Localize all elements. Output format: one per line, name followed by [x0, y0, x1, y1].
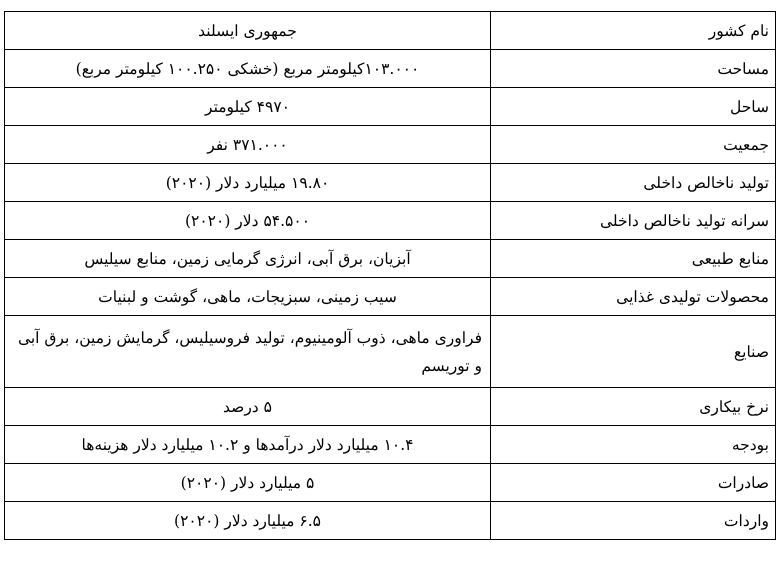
row-label: مساحت [491, 50, 776, 88]
row-label: نام کشور [491, 12, 776, 50]
table-row [5, 388, 776, 426]
row-label: بودجه [491, 426, 776, 464]
row-value: ۶.۵ میلیارد دلار (۲۰۲۰) [5, 502, 491, 540]
row-value: جمهوری ایسلند [5, 12, 491, 50]
table-row [5, 502, 776, 540]
table-row [5, 240, 776, 278]
table-row [5, 126, 776, 164]
table-row [5, 202, 776, 240]
row-value: ۱۹.۸۰ میلیارد دلار (۲۰۲۰) [5, 164, 491, 202]
table-row [5, 278, 776, 316]
row-value: سیب زمینی، سبزیجات، ماهی، گوشت و لبنیات [5, 278, 491, 316]
row-value: ۱۰۳.۰۰۰کیلومتر مربع (خشکی ۱۰۰.۲۵۰ کیلومتر مربع) [5, 50, 491, 88]
table-row [5, 464, 776, 502]
row-value: آبزیان، برق آبی، انرژی گرمایی زمین، منابع سیلیس [5, 240, 491, 278]
table-row [5, 50, 776, 88]
table-row [5, 12, 776, 50]
row-label: صادرات [491, 464, 776, 502]
row-label: صنایع [491, 316, 776, 388]
row-label: جمعیت [491, 126, 776, 164]
row-value: فراوری ماهی، ذوب آلومینیوم، تولید فروسیلیس، گرمایش زمین، برق آبی و توریسم [5, 316, 491, 388]
row-label: محصولات تولیدی غذایی [491, 278, 776, 316]
row-label: واردات [491, 502, 776, 540]
row-value: ۵۴.۵۰۰ دلار (۲۰۲۰) [5, 202, 491, 240]
row-label: نرخ بیکاری [491, 388, 776, 426]
row-value: ۵ میلیارد دلار (۲۰۲۰) [5, 464, 491, 502]
row-label: منابع طبیعی [491, 240, 776, 278]
country-info-table [4, 11, 776, 540]
table-row [5, 164, 776, 202]
table-row [5, 426, 776, 464]
table-row [5, 88, 776, 126]
row-label: ساحل [491, 88, 776, 126]
row-value: ۴۹۷۰ کیلومتر [5, 88, 491, 126]
row-value: ۱۰.۴ میلیارد دلار درآمدها و ۱۰.۲ میلیارد دلار هزینه‌ها [5, 426, 491, 464]
row-value: ۳۷۱.۰۰۰ نفر [5, 126, 491, 164]
row-label: تولید ناخالص داخلی [491, 164, 776, 202]
row-label: سرانه تولید ناخالص داخلی [491, 202, 776, 240]
row-value: ۵ درصد [5, 388, 491, 426]
table-row [5, 316, 776, 388]
